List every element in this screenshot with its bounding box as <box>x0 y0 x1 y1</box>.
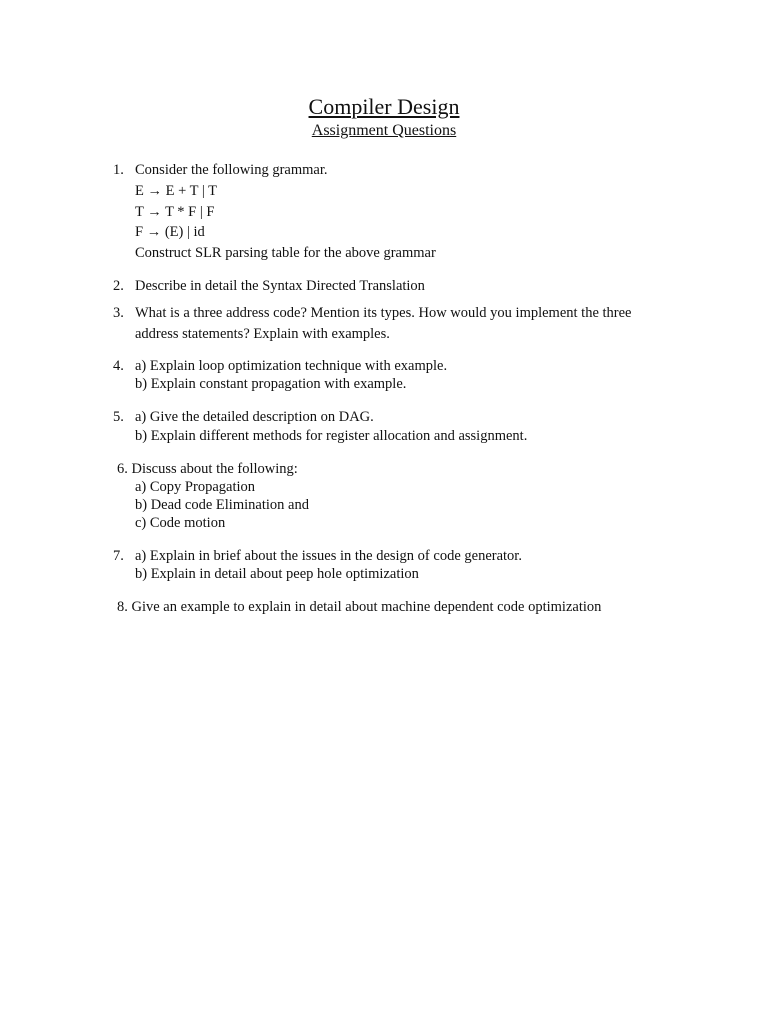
document-subtitle: Assignment Questions <box>311 122 457 139</box>
document-title: Compiler Design <box>308 94 460 119</box>
grammar-rule: T → T * F | F <box>135 204 215 220</box>
question-part: b) Dead code Elimination and <box>135 497 309 513</box>
question-text: 8. Give an example to explain in detail about machine dependent code optimization <box>117 599 602 615</box>
question-text: Describe in detail the Syntax Directed Translation <box>135 278 425 294</box>
question-text: address statements? Explain with examples. <box>135 326 390 342</box>
grammar-rule: E → E + T | T <box>135 183 217 199</box>
question-text: Construct SLR parsing table for the above grammar <box>135 245 436 261</box>
question-part: a) Give the detailed description on DAG. <box>135 409 374 425</box>
question-number: 2. <box>113 278 124 294</box>
question-number: 3. <box>113 305 124 321</box>
question-number: 1. <box>113 162 124 178</box>
question-text: 6. Discuss about the following: <box>117 461 298 477</box>
grammar-rule: F → (E) | id <box>135 224 205 240</box>
question-part: a) Copy Propagation <box>135 479 256 495</box>
question-part: a) Explain loop optimization technique with example. <box>135 358 448 374</box>
question-text: Consider the following grammar. <box>135 162 328 178</box>
question-number: 4. <box>113 358 124 374</box>
question-part: a) Explain in brief about the issues in the design of code generator. <box>135 548 522 564</box>
question-number: 5. <box>113 409 124 425</box>
question-text: What is a three address code? Mention its types. How would you implement the three <box>135 305 632 321</box>
question-number: 7. <box>113 548 124 564</box>
question-part: b) Explain in detail about peep hole optimization <box>135 566 419 582</box>
question-part: b) Explain different methods for register allocation and assignment. <box>135 428 528 444</box>
question-part: c) Code motion <box>135 515 226 531</box>
question-part: b) Explain constant propagation with example. <box>135 376 407 392</box>
